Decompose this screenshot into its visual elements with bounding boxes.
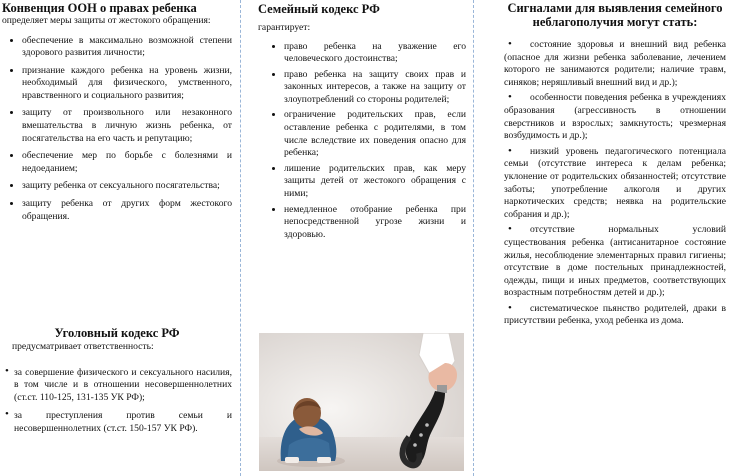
family-code-list [248,41,466,242]
list-item: • за преступления против семьи и несовершеннолетних (ст.ст. 150-157 УК РФ). [14,410,232,435]
list-item: • лишение родительских прав, как меру защиты детей от жестокого обращения с ними; [284,163,466,201]
column-un-convention [0,0,238,476]
child-abuse-photo [259,333,464,471]
signals-title: Сигналами для выявления семейного неблагополучия могут стать: [507,1,723,29]
family-code-title: Семейный кодекс РФ [258,2,380,16]
signals-list [504,39,726,328]
convention-list [2,35,232,224]
criminal-code-title: Уголовный кодекс РФ [54,326,180,340]
list-item: • низкий уровень педагогического потенциала семьи (отсутствие интереса к делам ребенка; уклонение от родительских обязанностей; отсутствие заботы; употребление алкоголя и других наркотических средств; неявка на родительские собрания и др.); [504,146,726,222]
convention-lead: определяет меры защиты от жестокого обращения: [2,15,211,26]
list-item: • отсутствие нормальных условий существования ребенка (антисанитарное состояние жилья, несоблюдение элементарных правил гигиены; отсутствие в доме постельных принадлежностей, одежды, пищи и иных предметов, соответствующих возрастным потребностям детей и др.); [504,224,726,300]
column-divider [240,0,241,476]
family-code-lead: гарантирует: [258,22,311,33]
list-item: • состояние здоровья и внешний вид ребенка (опасное для жизни ребенка заболевание, лечением которого не занимаются родители; наличие травм, синяков; неряшливый внешний вид и др.); [504,39,726,89]
list-item: • немедленное отобрание ребенка при непосредственной угрозе жизни и здоровью. [284,204,466,242]
list-item: • обеспечение в максимально возможной степени здорового развития личности; [22,35,232,60]
list-item: • обеспечение мер по борьбе с болезнями и недоеданием; [22,150,232,175]
column-divider [473,0,474,476]
criminal-code-section [2,326,232,441]
criminal-code-list [2,367,232,436]
photo-illustration [259,333,464,471]
list-item: • право ребенка на уважение его человеческого достоинства; [284,41,466,66]
list-item: • за совершение физического и сексуального насилия, в том числе и в отношении несовершеннолетних (ст.ст. 110-125, 131-135 УК РФ); [14,367,232,405]
list-item: • признание каждого ребенка на уровень жизни, необходимый для физического, умственного, нравственного и социального развития; [22,65,232,103]
list-item: • ограничение родительских прав, если оставление ребенка с родителями, в том числе вследствие их поведения опасно для ребенка; [284,109,466,159]
list-item: • систематическое пьянство родителей, драки в присутствии ребенка, уход ребенка из дома. [504,303,726,328]
list-item: • защиту ребенка от других форм жестокого обращения. [22,198,232,223]
list-item: • право ребенка на защиту своих прав и законных интересов, а также на защиту от злоупотреблений со стороны родителей; [284,69,466,107]
list-item: • защиту от произвольного или незаконного вмешательства в личную жизнь ребенка, от посягательства на его часть и репутацию; [22,107,232,145]
list-item: • защиту ребенка от сексуального посягательства; [22,180,232,193]
criminal-code-lead: предусматривает ответственность: [12,341,154,352]
column-warning-signals [476,0,730,476]
list-item: • особенности поведения ребенка в учреждениях образования (агрессивность в отношении сверстников и взрослых; замкнутость; чрезмерная возбудимость и др.); [504,92,726,142]
convention-title: Конвенция ООН о правах ребенка [2,1,197,15]
